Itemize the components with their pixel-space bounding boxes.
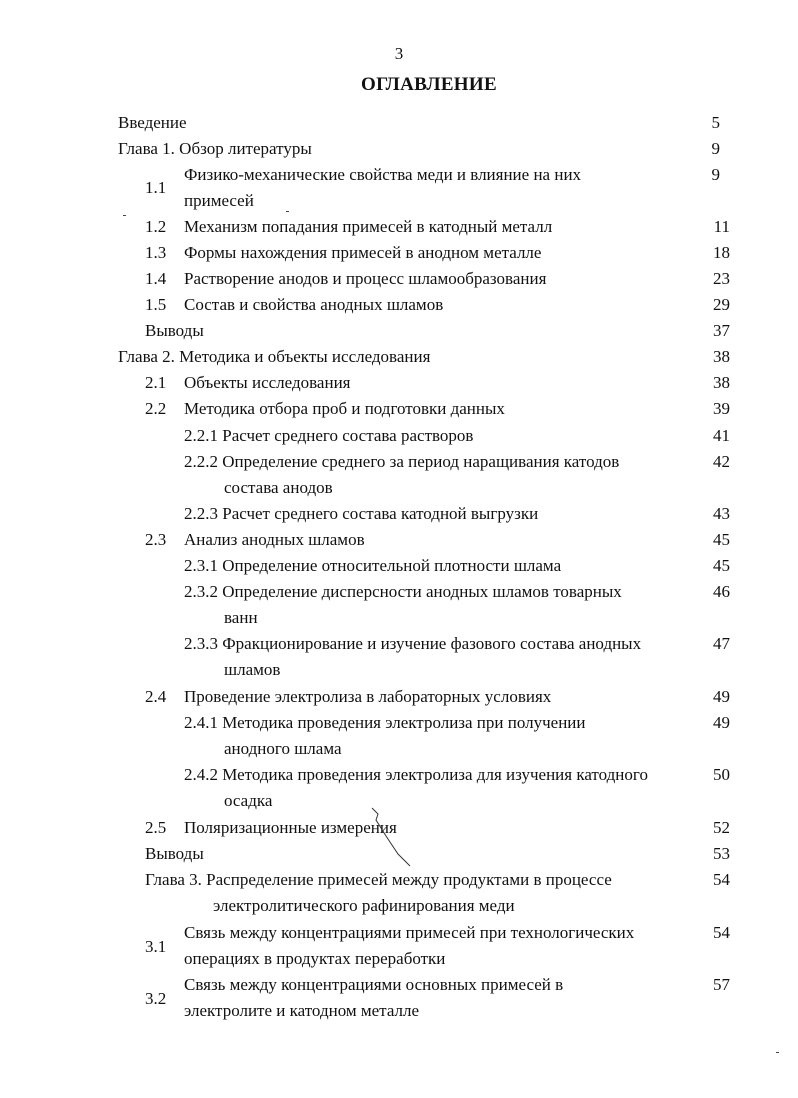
toc-page: 54 <box>713 870 730 889</box>
toc-entry-2-2-1: 2.2.1 Расчет среднего состава растворов <box>184 426 474 445</box>
toc-page: 54 <box>713 923 730 942</box>
toc-entry-2-2-3: 2.2.3 Расчет среднего состава катодной выгрузки <box>184 504 539 523</box>
toc-section-number: 1.2 <box>145 217 167 236</box>
toc-section-number: 2.2 <box>145 399 167 418</box>
toc-entry-1-5: Состав и свойства анодных шламов <box>184 295 444 314</box>
toc-entry-2-4: Проведение электролиза в лабораторных условиях <box>184 687 552 706</box>
toc-entry-1-1: Физико-механические свойства меди и влияние на них <box>184 165 582 184</box>
toc-entry-3-1: Связь между концентрациями примесей при технологических <box>184 923 635 942</box>
toc-entry-2-3: Анализ анодных шламов <box>184 530 365 549</box>
toc-entry-chapter-2: Глава 2. Методика и объекты исследования <box>118 347 431 366</box>
page-title: ОГЛАВЛЕНИЕ <box>361 74 497 95</box>
page-number: 3 <box>394 44 404 63</box>
toc-entry-chapter-3-cont: электролитического рафинирования меди <box>213 896 515 915</box>
toc-page: 18 <box>713 243 730 262</box>
toc-page: 45 <box>713 530 730 549</box>
toc-entry-chapter-3: Глава 3. Распределение примесей между продуктами в процессе <box>145 870 612 889</box>
toc-entry-2-4-1-cont: анодного шлама <box>224 739 342 758</box>
toc-entry-1-3: Формы нахождения примесей в анодном металле <box>184 243 542 262</box>
toc-page: 49 <box>713 713 730 732</box>
toc-entry-conclusions-1: Выводы <box>145 321 204 340</box>
toc-page: 9 <box>711 139 720 158</box>
toc-section-number: 2.1 <box>145 373 167 392</box>
toc-entry-3-2-cont: электролите и катодном металле <box>184 1001 420 1020</box>
toc-entry-2-3-3-cont: шламов <box>224 660 281 679</box>
toc-entry-2-3-1: 2.3.1 Определение относительной плотности шлама <box>184 556 562 575</box>
toc-section-number: 2.5 <box>145 818 167 837</box>
toc-page: 46 <box>713 582 730 601</box>
toc-page: 50 <box>713 765 730 784</box>
toc-page: 47 <box>713 634 730 653</box>
scan-speck <box>123 215 126 216</box>
toc-section-number: 1.3 <box>145 243 167 262</box>
toc-page: 11 <box>713 217 730 236</box>
toc-page: 23 <box>713 269 730 288</box>
toc-page: 45 <box>713 556 730 575</box>
toc-section-number: 1.1 <box>145 178 167 197</box>
scan-speck <box>286 211 289 212</box>
toc-entry-conclusions-2: Выводы <box>145 844 204 863</box>
toc-section-number: 1.4 <box>145 269 167 288</box>
toc-entry-2-3-2-cont: ванн <box>224 608 258 627</box>
toc-entry-2-3-2: 2.3.2 Определение дисперсности анодных шламов товарных <box>184 582 622 601</box>
toc-page: 39 <box>713 399 730 418</box>
toc-entry-chapter-1: Глава 1. Обзор литературы <box>118 139 312 158</box>
toc-entry-2-4-1: 2.4.1 Методика проведения электролиза при получении <box>184 713 586 732</box>
toc-entry-2-4-2: 2.4.2 Методика проведения электролиза для изучения катодного <box>184 765 648 784</box>
toc-section-number: 2.4 <box>145 687 167 706</box>
toc-entry-1-1-cont: примесей <box>184 191 254 210</box>
toc-entry-3-2: Связь между концентрациями основных примесей в <box>184 975 564 994</box>
toc-page: 9 <box>711 165 720 184</box>
toc-entry-2-2-2: 2.2.2 Определение среднего за период наращивания катодов <box>184 452 620 471</box>
toc-entry-1-2: Механизм попадания примесей в катодный металл <box>184 217 553 236</box>
toc-page: 49 <box>713 687 730 706</box>
toc-section-number: 3.1 <box>145 937 167 956</box>
toc-page: 43 <box>713 504 730 523</box>
toc-page: 52 <box>713 818 730 837</box>
toc-entry-2-1: Объекты исследования <box>184 373 351 392</box>
toc-page: 38 <box>713 347 730 366</box>
scan-speck <box>776 1052 779 1053</box>
toc-entry-2-4-2-cont: осадка <box>224 791 273 810</box>
toc-entry-intro: Введение <box>118 113 187 132</box>
toc-section-number: 3.2 <box>145 989 167 1008</box>
pen-mark <box>366 806 416 868</box>
toc-page: 57 <box>713 975 730 994</box>
toc-entry-2-2: Методика отбора проб и подготовки данных <box>184 399 505 418</box>
toc-entry-3-1-cont: операциях в продуктах переработки <box>184 949 446 968</box>
toc-page: 53 <box>713 844 730 863</box>
toc-page: 38 <box>713 373 730 392</box>
toc-section-number: 2.3 <box>145 530 167 549</box>
toc-entry-2-3-3: 2.3.3 Фракционирование и изучение фазового состава анодных <box>184 634 642 653</box>
toc-page: 29 <box>713 295 730 314</box>
toc-section-number: 1.5 <box>145 295 167 314</box>
toc-page: 41 <box>713 426 730 445</box>
toc-entry-2-2-2-cont: состава анодов <box>224 478 333 497</box>
toc-entry-2-5: Поляризационные измерения <box>184 818 397 837</box>
toc-entry-1-4: Растворение анодов и процесс шламообразования <box>184 269 547 288</box>
toc-page: 37 <box>713 321 730 340</box>
toc-page: 5 <box>711 113 720 132</box>
toc-page: 42 <box>713 452 730 471</box>
